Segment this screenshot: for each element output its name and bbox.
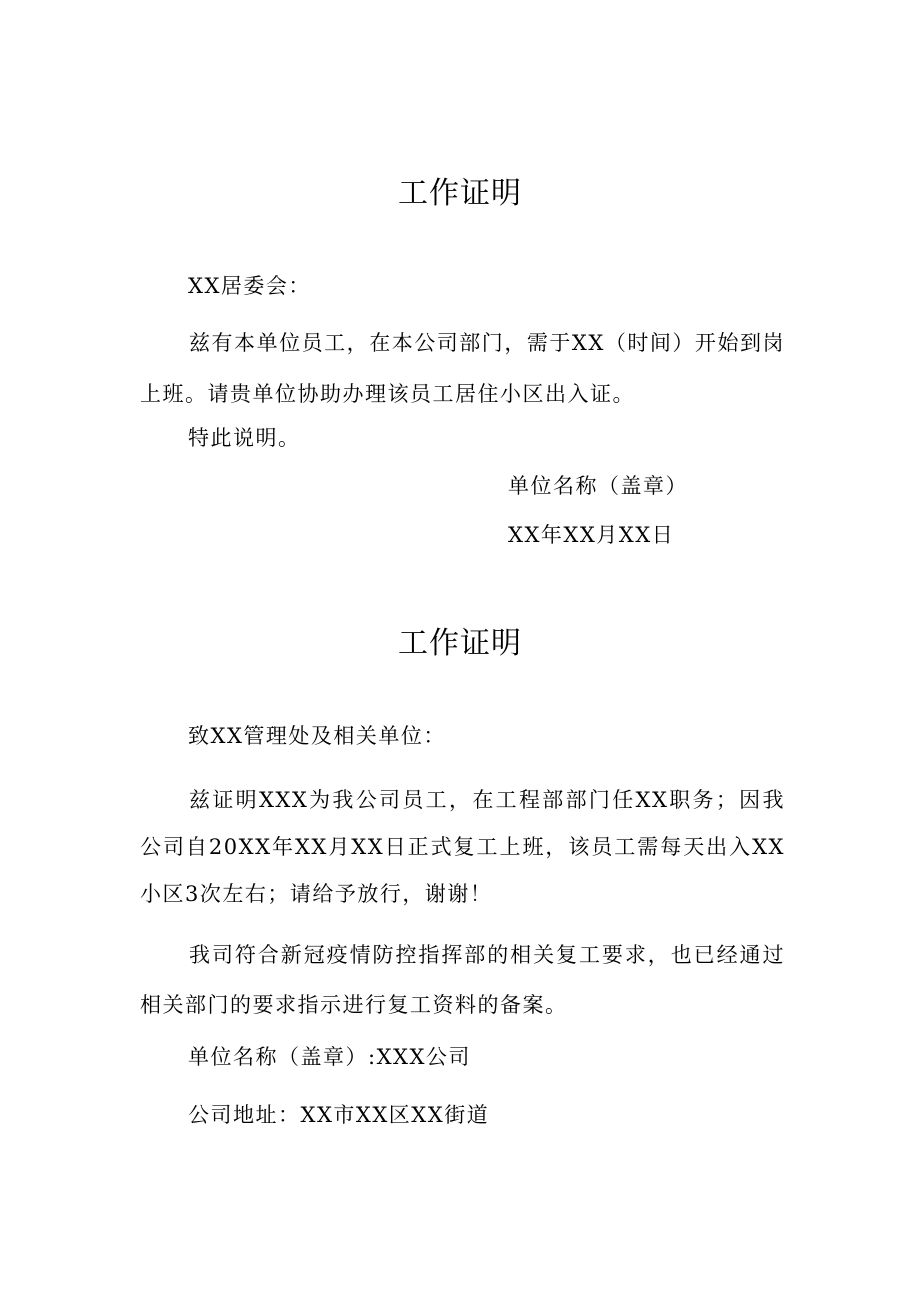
section2-body2: 我司符合新冠疫情防控指挥部的相关复工要求，也已经通过相关部门的要求指示进行复工资料的备案。	[140, 943, 785, 1017]
section2-body1: 兹证明XXX为我公司员工，在工程部部门任XX职务；因我公司自20XX年XX月XX日正式复工上班，该员工需每天出入XX小区3次左右；请给予放行，谢谢！	[140, 788, 785, 906]
section2-salutation: 致XX管理处及相关单位：	[188, 724, 446, 748]
section1-body: 兹有本单位员工，在本公司部门，需于XX（时间）开始到岗上班。请贵单位协助办理该员工居住小区出入证。	[140, 331, 785, 406]
section1-closing: 特此说明。	[188, 426, 301, 450]
section1-salutation: XX居委会：	[188, 274, 311, 298]
section2-address-line: 公司地址：XX市XX区XX街道	[188, 1103, 490, 1127]
section1-signature-date: XX年XX月XX日	[508, 523, 675, 547]
section1-title: 工作证明	[398, 176, 522, 211]
section2-title: 工作证明	[398, 626, 522, 661]
section2-company-line: 单位名称（盖章）:XXX公司	[188, 1045, 471, 1069]
section1-signature-name: 单位名称（盖章）	[508, 474, 688, 498]
